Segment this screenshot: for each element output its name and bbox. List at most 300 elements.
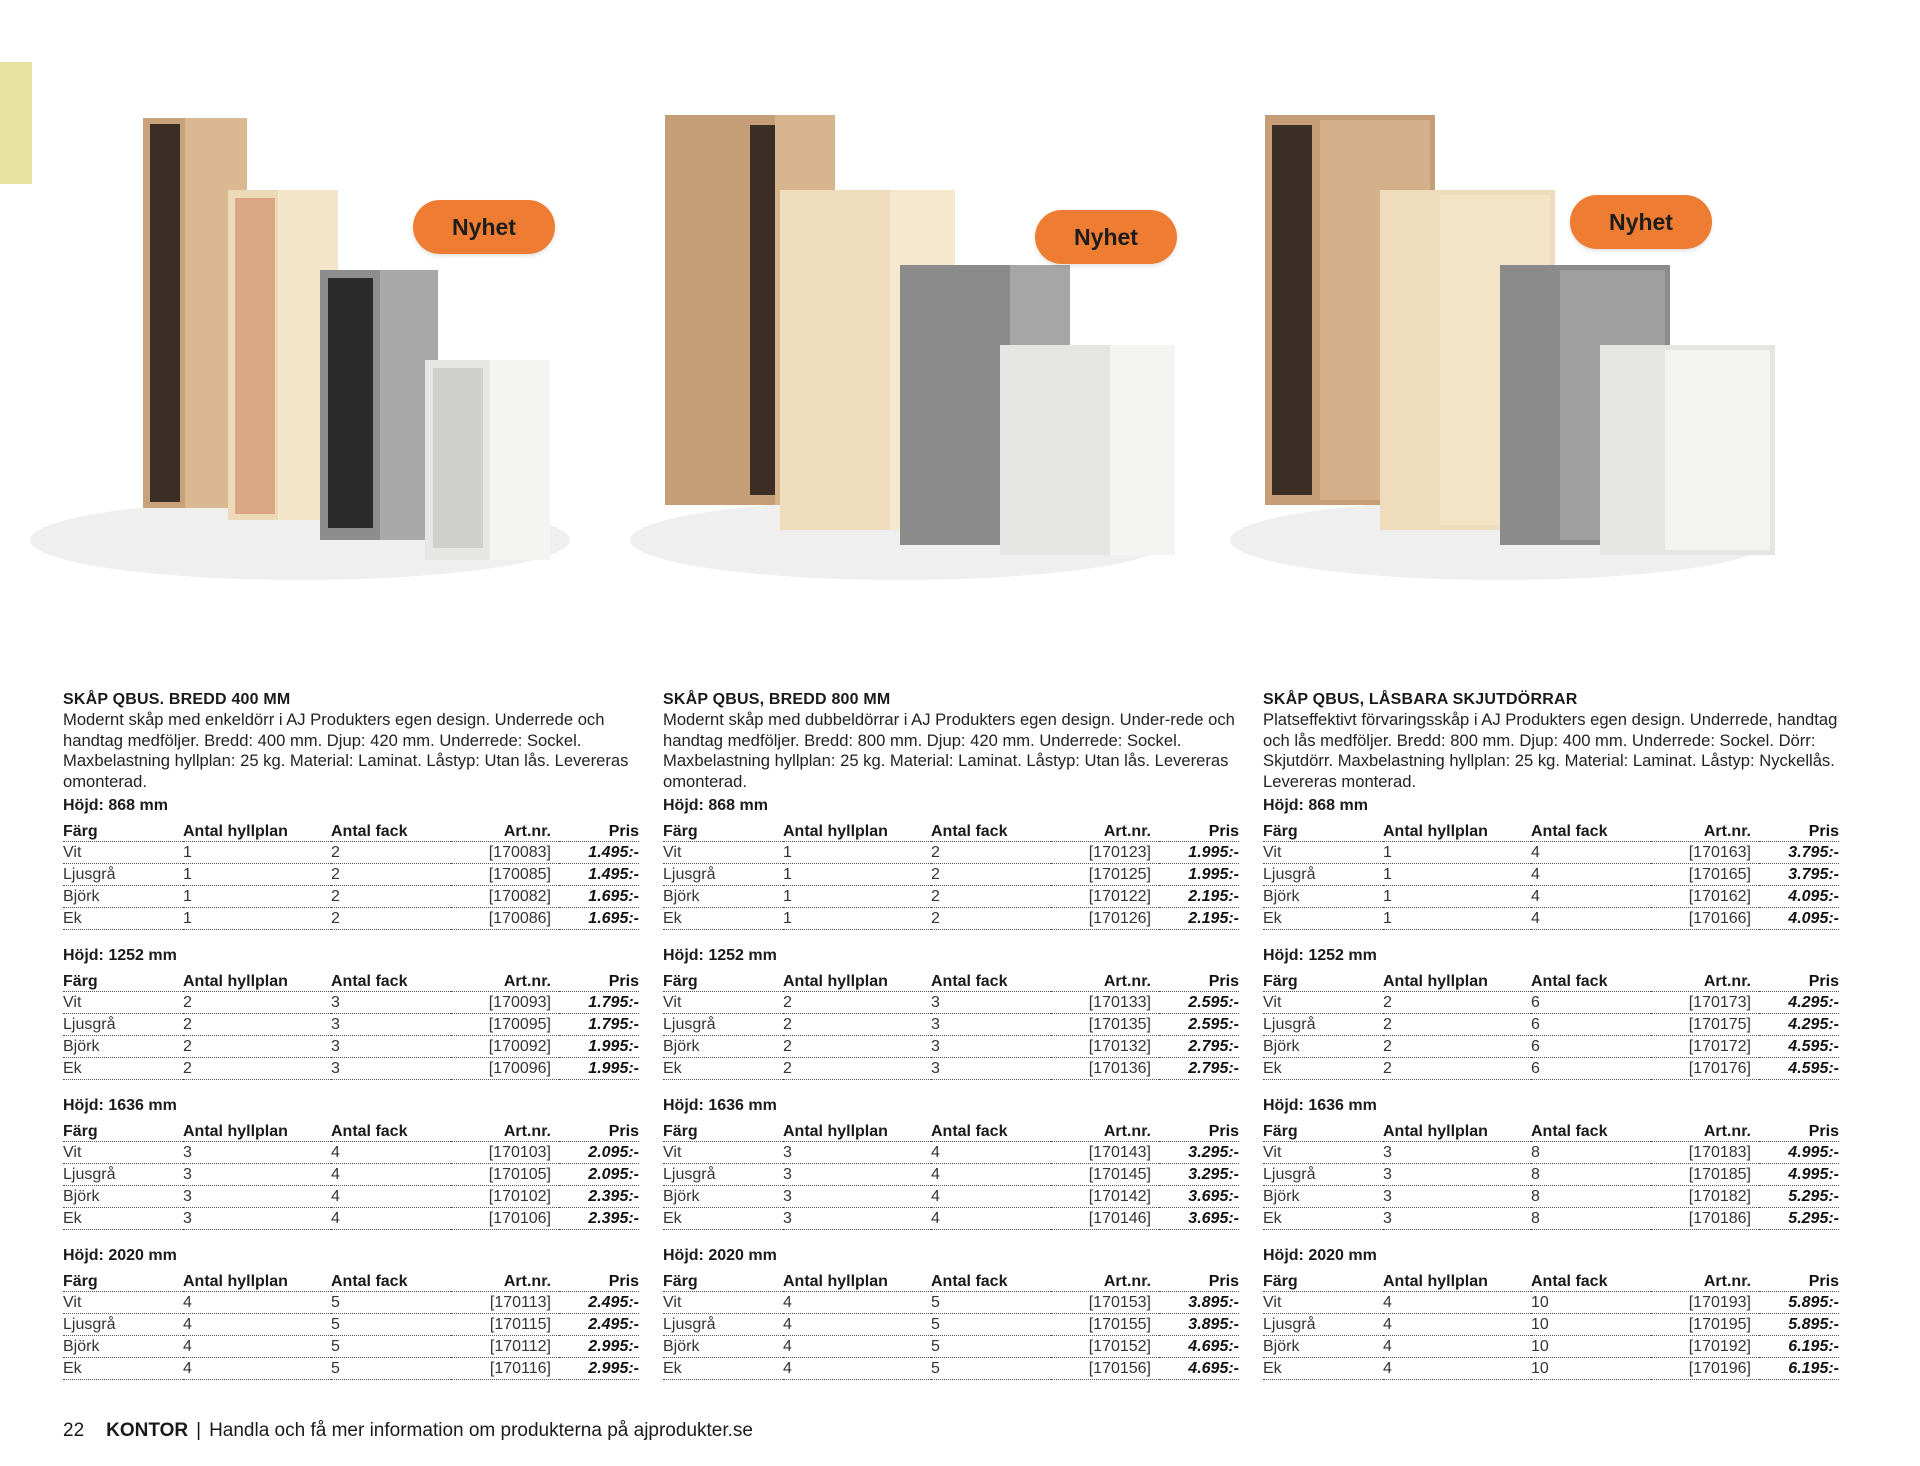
product-description: Modernt skåp med dubbeldörrar i AJ Produkters egen design. Under-rede och handtag medföljer. Bredd: 800 mm. Djup: 420 mm. Underrede: Sockel. Maxbelastning hyllplan: 25 kg. Material: Laminat. Låstyp: Utan lås. Levereras omonterad. (663, 710, 1235, 791)
cell-artnr: [170182] (1651, 1186, 1759, 1208)
cell-shelves: 2 (783, 992, 931, 1014)
table-row (1263, 1292, 1839, 1314)
height-group (1263, 792, 1839, 942)
cell-artnr: [170132] (1051, 1036, 1159, 1058)
cell-compartments: 2 (331, 886, 451, 908)
cell-price: 1.795:- (559, 1014, 639, 1036)
cell-price: 2.095:- (559, 1142, 639, 1164)
cell-shelves: 4 (1383, 1336, 1531, 1358)
cell-shelves: 2 (183, 1036, 331, 1058)
cell-compartments: 3 (331, 1058, 451, 1080)
cell-shelves: 4 (783, 1314, 931, 1336)
table-row (1263, 1208, 1839, 1230)
cell-compartments: 5 (931, 1314, 1051, 1336)
cell-artnr: [170163] (1651, 842, 1759, 864)
table-row (63, 1314, 639, 1336)
cell-artnr: [170123] (1051, 842, 1159, 864)
cell-compartments: 2 (331, 864, 451, 886)
cell-compartments: 4 (1531, 842, 1651, 864)
cell-price: 2.195:- (1159, 886, 1239, 908)
cell-price: 2.495:- (559, 1314, 639, 1336)
cell-color: Ek (63, 908, 183, 930)
cell-price: 1.995:- (1159, 864, 1239, 886)
table-row (1263, 886, 1839, 908)
column-header-artnr: Art.nr. (1651, 1269, 1759, 1292)
cell-compartments: 4 (931, 1208, 1051, 1230)
column-header-color: Färg (663, 1119, 783, 1142)
cell-compartments: 2 (931, 908, 1051, 930)
cell-compartments: 3 (931, 1036, 1051, 1058)
cell-compartments: 4 (1531, 886, 1651, 908)
cabinets-illustration (1200, 60, 1800, 620)
cell-artnr: [170112] (451, 1336, 559, 1358)
cell-color: Ek (63, 1208, 183, 1230)
cell-price: 1.795:- (559, 992, 639, 1014)
cell-shelves: 3 (1383, 1208, 1531, 1230)
footer-link-text[interactable]: Handla och få mer information om produkterna på ajprodukter.se (209, 1420, 753, 1441)
cell-price: 1.695:- (559, 908, 639, 930)
cell-compartments: 2 (931, 864, 1051, 886)
cell-color: Ljusgrå (63, 864, 183, 886)
cell-color: Ljusgrå (1263, 864, 1383, 886)
cell-shelves: 2 (183, 992, 331, 1014)
column-header-price: Pris (559, 819, 639, 842)
cell-artnr: [170122] (1051, 886, 1159, 908)
cell-artnr: [170166] (1651, 908, 1759, 930)
table-row (63, 1142, 639, 1164)
cell-color: Ljusgrå (663, 1014, 783, 1036)
cell-color: Ljusgrå (1263, 1164, 1383, 1186)
cell-compartments: 2 (931, 842, 1051, 864)
cell-artnr: [170156] (1051, 1358, 1159, 1380)
cell-price: 4.695:- (1159, 1336, 1239, 1358)
column-header-shelves: Antal hyllplan (783, 1269, 931, 1292)
cell-price: 4.295:- (1759, 992, 1839, 1014)
cell-price: 1.695:- (559, 886, 639, 908)
cell-compartments: 10 (1531, 1314, 1651, 1336)
column-header-shelves: Antal hyllplan (783, 819, 931, 842)
column-header-compartments: Antal fack (931, 1119, 1051, 1142)
table-row (663, 1058, 1239, 1080)
cell-color: Vit (663, 1292, 783, 1314)
height-label: Höjd: 2020 mm (63, 1247, 177, 1264)
product-info-3 (1263, 690, 1839, 1380)
column-header-color: Färg (1263, 819, 1383, 842)
cell-compartments: 6 (1531, 1058, 1651, 1080)
cell-price: 4.095:- (1759, 886, 1839, 908)
cell-price: 3.795:- (1759, 864, 1839, 886)
footer-separator: | (196, 1420, 202, 1441)
column-header-compartments: Antal fack (331, 1119, 451, 1142)
column-header-artnr: Art.nr. (451, 969, 559, 992)
cell-artnr: [170193] (1651, 1292, 1759, 1314)
cell-color: Björk (63, 1036, 183, 1058)
cell-color: Ljusgrå (1263, 1014, 1383, 1036)
cell-price: 3.695:- (1159, 1186, 1239, 1208)
cell-price: 5.295:- (1759, 1186, 1839, 1208)
cell-compartments: 8 (1531, 1164, 1651, 1186)
cell-price: 2.095:- (559, 1164, 639, 1186)
cell-shelves: 1 (1383, 842, 1531, 864)
table-row (1263, 908, 1839, 930)
table-row (663, 842, 1239, 864)
cell-color: Björk (63, 1186, 183, 1208)
cell-shelves: 4 (1383, 1314, 1531, 1336)
table-row (1263, 992, 1839, 1014)
column-header-color: Färg (63, 969, 183, 992)
column-header-color: Färg (663, 819, 783, 842)
spec-table (1263, 1119, 1839, 1230)
cell-shelves: 3 (1383, 1164, 1531, 1186)
column-header-shelves: Antal hyllplan (1383, 1119, 1531, 1142)
cell-color: Ek (663, 1208, 783, 1230)
cell-compartments: 10 (1531, 1358, 1651, 1380)
cell-artnr: [170113] (451, 1292, 559, 1314)
cell-artnr: [170106] (451, 1208, 559, 1230)
product-image-2 (600, 60, 1200, 620)
table-row (663, 1336, 1239, 1358)
column-header-compartments: Antal fack (1531, 819, 1651, 842)
cell-artnr: [170145] (1051, 1164, 1159, 1186)
column-header-price: Pris (1159, 819, 1239, 842)
table-row (1263, 1058, 1839, 1080)
cell-artnr: [170195] (1651, 1314, 1759, 1336)
height-group (1263, 1242, 1839, 1380)
height-label: Höjd: 1636 mm (663, 1097, 777, 1114)
height-group (63, 1092, 639, 1242)
cell-artnr: [170093] (451, 992, 559, 1014)
cell-artnr: [170183] (1651, 1142, 1759, 1164)
cell-artnr: [170135] (1051, 1014, 1159, 1036)
table-row (63, 1208, 639, 1230)
spec-table (63, 969, 639, 1080)
column-header-shelves: Antal hyllplan (183, 819, 331, 842)
cell-artnr: [170176] (1651, 1058, 1759, 1080)
cell-compartments: 2 (331, 908, 451, 930)
spec-table (63, 819, 639, 930)
cell-compartments: 5 (931, 1336, 1051, 1358)
cell-color: Vit (63, 1142, 183, 1164)
cell-artnr: [170165] (1651, 864, 1759, 886)
cell-color: Ek (63, 1358, 183, 1380)
column-header-color: Färg (63, 1269, 183, 1292)
column-header-color: Färg (663, 969, 783, 992)
cell-price: 1.995:- (1159, 842, 1239, 864)
cell-price: 2.395:- (559, 1208, 639, 1230)
column-header-price: Pris (1759, 1119, 1839, 1142)
height-label: Höjd: 1252 mm (663, 947, 777, 964)
table-row (663, 992, 1239, 1014)
table-row (1263, 842, 1839, 864)
cell-color: Vit (1263, 1292, 1383, 1314)
cell-price: 1.495:- (559, 864, 639, 886)
cell-compartments: 5 (331, 1358, 451, 1380)
table-row (1263, 1314, 1839, 1336)
product-title: SKÅP QBUS, BREDD 800 MM (663, 691, 891, 708)
column-header-shelves: Antal hyllplan (183, 1269, 331, 1292)
table-row (663, 1358, 1239, 1380)
height-group (663, 1092, 1239, 1242)
cell-shelves: 3 (1383, 1186, 1531, 1208)
cell-color: Ljusgrå (663, 1164, 783, 1186)
height-group (663, 792, 1239, 942)
cell-shelves: 2 (1383, 1058, 1531, 1080)
cell-color: Vit (663, 842, 783, 864)
new-badge: Nyhet (1035, 210, 1177, 264)
cell-price: 6.195:- (1759, 1358, 1839, 1380)
cell-compartments: 10 (1531, 1292, 1651, 1314)
table-row (63, 1164, 639, 1186)
cell-color: Vit (1263, 992, 1383, 1014)
column-header-compartments: Antal fack (931, 819, 1051, 842)
cell-price: 5.895:- (1759, 1292, 1839, 1314)
cell-price: 3.295:- (1159, 1164, 1239, 1186)
cell-artnr: [170115] (451, 1314, 559, 1336)
table-row (63, 1292, 639, 1314)
cell-price: 1.995:- (559, 1058, 639, 1080)
table-row (63, 1058, 639, 1080)
cell-artnr: [170196] (1651, 1358, 1759, 1380)
table-row (663, 1164, 1239, 1186)
cell-color: Ljusgrå (63, 1314, 183, 1336)
cell-artnr: [170133] (1051, 992, 1159, 1014)
cell-shelves: 4 (1383, 1358, 1531, 1380)
table-row (63, 1186, 639, 1208)
page-footer (63, 1420, 753, 1442)
table-row (1263, 1336, 1839, 1358)
cell-compartments: 4 (331, 1208, 451, 1230)
cell-color: Björk (663, 1186, 783, 1208)
column-header-artnr: Art.nr. (1051, 1119, 1159, 1142)
cell-artnr: [170092] (451, 1036, 559, 1058)
column-header-shelves: Antal hyllplan (783, 1119, 931, 1142)
new-badge: Nyhet (413, 200, 555, 254)
height-group (1263, 1092, 1839, 1242)
spec-table (663, 969, 1239, 1080)
cell-compartments: 3 (931, 1014, 1051, 1036)
column-header-artnr: Art.nr. (1051, 969, 1159, 992)
cell-artnr: [170186] (1651, 1208, 1759, 1230)
cell-compartments: 4 (1531, 864, 1651, 886)
cell-color: Vit (1263, 842, 1383, 864)
cell-shelves: 4 (183, 1292, 331, 1314)
table-row (1263, 1186, 1839, 1208)
cell-shelves: 3 (183, 1208, 331, 1230)
cell-price: 3.795:- (1759, 842, 1839, 864)
cell-shelves: 1 (183, 864, 331, 886)
spec-table (1263, 969, 1839, 1080)
cell-shelves: 2 (183, 1058, 331, 1080)
cell-price: 2.595:- (1159, 1014, 1239, 1036)
cell-price: 1.995:- (559, 1036, 639, 1058)
cell-shelves: 1 (183, 842, 331, 864)
table-row (1263, 1164, 1839, 1186)
new-badge: Nyhet (1570, 195, 1712, 249)
cell-price: 4.595:- (1759, 1058, 1839, 1080)
table-row (1263, 1036, 1839, 1058)
cell-color: Björk (663, 1336, 783, 1358)
column-header-artnr: Art.nr. (451, 819, 559, 842)
cell-color: Björk (1263, 1186, 1383, 1208)
cell-compartments: 6 (1531, 1014, 1651, 1036)
table-row (63, 908, 639, 930)
table-row (63, 1358, 639, 1380)
product-image-3 (1200, 60, 1800, 620)
column-header-price: Pris (1159, 1269, 1239, 1292)
cell-compartments: 8 (1531, 1208, 1651, 1230)
cell-price: 6.195:- (1759, 1336, 1839, 1358)
column-header-compartments: Antal fack (1531, 1269, 1651, 1292)
height-label: Höjd: 1252 mm (1263, 947, 1377, 964)
cell-artnr: [170142] (1051, 1186, 1159, 1208)
column-header-color: Färg (1263, 969, 1383, 992)
table-row (663, 908, 1239, 930)
cell-artnr: [170136] (1051, 1058, 1159, 1080)
cell-artnr: [170175] (1651, 1014, 1759, 1036)
cell-compartments: 5 (931, 1292, 1051, 1314)
cell-color: Ek (1263, 1358, 1383, 1380)
product-title: SKÅP QBUS, LÅSBARA SKJUTDÖRRAR (1263, 691, 1578, 708)
cell-artnr: [170082] (451, 886, 559, 908)
cell-shelves: 1 (1383, 886, 1531, 908)
column-header-color: Färg (1263, 1269, 1383, 1292)
height-label: Höjd: 2020 mm (1263, 1247, 1377, 1264)
cell-compartments: 3 (931, 992, 1051, 1014)
table-row (663, 1142, 1239, 1164)
cell-color: Björk (63, 886, 183, 908)
cell-compartments: 3 (931, 1058, 1051, 1080)
cell-shelves: 2 (1383, 992, 1531, 1014)
cell-shelves: 1 (783, 864, 931, 886)
cell-color: Björk (1263, 1036, 1383, 1058)
table-row (663, 864, 1239, 886)
table-row (63, 842, 639, 864)
product-info-1 (63, 690, 639, 1380)
height-label: Höjd: 1252 mm (63, 947, 177, 964)
cell-color: Ljusgrå (1263, 1314, 1383, 1336)
column-header-artnr: Art.nr. (1051, 819, 1159, 842)
cell-artnr: [170185] (1651, 1164, 1759, 1186)
cell-shelves: 2 (1383, 1036, 1531, 1058)
cell-price: 4.995:- (1759, 1164, 1839, 1186)
column-header-artnr: Art.nr. (1051, 1269, 1159, 1292)
height-label: Höjd: 2020 mm (663, 1247, 777, 1264)
cell-shelves: 3 (183, 1186, 331, 1208)
cell-price: 5.295:- (1759, 1208, 1839, 1230)
column-header-price: Pris (1759, 969, 1839, 992)
cell-price: 3.895:- (1159, 1314, 1239, 1336)
height-group (1263, 942, 1839, 1092)
cell-shelves: 3 (183, 1164, 331, 1186)
cell-artnr: [170105] (451, 1164, 559, 1186)
table-row (63, 886, 639, 908)
column-header-price: Pris (1159, 969, 1239, 992)
cell-artnr: [170102] (451, 1186, 559, 1208)
cell-compartments: 4 (931, 1164, 1051, 1186)
cell-shelves: 4 (783, 1358, 931, 1380)
spec-table (63, 1269, 639, 1380)
cell-price: 4.595:- (1759, 1036, 1839, 1058)
cell-color: Vit (63, 842, 183, 864)
cell-artnr: [170103] (451, 1142, 559, 1164)
cell-shelves: 3 (783, 1164, 931, 1186)
cell-color: Ek (63, 1058, 183, 1080)
column-header-artnr: Art.nr. (451, 1269, 559, 1292)
table-row (1263, 1014, 1839, 1036)
table-row (663, 1208, 1239, 1230)
cell-shelves: 2 (783, 1036, 931, 1058)
column-header-shelves: Antal hyllplan (1383, 819, 1531, 842)
spec-table (663, 819, 1239, 930)
column-header-compartments: Antal fack (331, 969, 451, 992)
cell-color: Björk (663, 1036, 783, 1058)
cell-compartments: 5 (931, 1358, 1051, 1380)
section-name: KONTOR (106, 1420, 189, 1441)
cell-artnr: [170086] (451, 908, 559, 930)
column-header-price: Pris (559, 969, 639, 992)
cell-color: Ek (1263, 1058, 1383, 1080)
table-row (663, 1186, 1239, 1208)
cell-compartments: 5 (331, 1292, 451, 1314)
cell-shelves: 3 (1383, 1142, 1531, 1164)
height-label: Höjd: 1636 mm (1263, 1097, 1377, 1114)
table-row (663, 1314, 1239, 1336)
cell-artnr: [170155] (1051, 1314, 1159, 1336)
cell-compartments: 4 (931, 1186, 1051, 1208)
column-header-shelves: Antal hyllplan (1383, 969, 1531, 992)
cell-color: Ljusgrå (663, 1314, 783, 1336)
cell-compartments: 3 (331, 992, 451, 1014)
cell-shelves: 2 (783, 1058, 931, 1080)
cell-shelves: 3 (783, 1208, 931, 1230)
cell-artnr: [170153] (1051, 1292, 1159, 1314)
cell-artnr: [170126] (1051, 908, 1159, 930)
cell-color: Ek (1263, 908, 1383, 930)
cell-color: Ljusgrå (63, 1164, 183, 1186)
cell-artnr: [170146] (1051, 1208, 1159, 1230)
spec-table (663, 1119, 1239, 1230)
cell-color: Vit (1263, 1142, 1383, 1164)
cabinets-illustration (0, 60, 600, 620)
cell-price: 2.495:- (559, 1292, 639, 1314)
table-row (1263, 864, 1839, 886)
cell-color: Björk (1263, 1336, 1383, 1358)
column-header-price: Pris (1759, 819, 1839, 842)
height-group (63, 1242, 639, 1380)
cell-artnr: [170095] (451, 1014, 559, 1036)
table-row (1263, 1142, 1839, 1164)
cabinets-illustration (600, 60, 1200, 620)
cell-shelves: 4 (1383, 1292, 1531, 1314)
column-header-shelves: Antal hyllplan (183, 969, 331, 992)
cell-artnr: [170125] (1051, 864, 1159, 886)
column-header-price: Pris (1159, 1119, 1239, 1142)
cell-shelves: 3 (783, 1142, 931, 1164)
cell-price: 5.895:- (1759, 1314, 1839, 1336)
cell-color: Vit (663, 992, 783, 1014)
cell-price: 1.495:- (559, 842, 639, 864)
cell-compartments: 8 (1531, 1186, 1651, 1208)
column-header-color: Färg (63, 819, 183, 842)
cell-compartments: 6 (1531, 1036, 1651, 1058)
cell-price: 3.695:- (1159, 1208, 1239, 1230)
column-header-artnr: Art.nr. (451, 1119, 559, 1142)
cell-artnr: [170152] (1051, 1336, 1159, 1358)
table-row (1263, 1358, 1839, 1380)
cell-shelves: 1 (783, 886, 931, 908)
cell-shelves: 1 (783, 908, 931, 930)
cell-price: 2.195:- (1159, 908, 1239, 930)
